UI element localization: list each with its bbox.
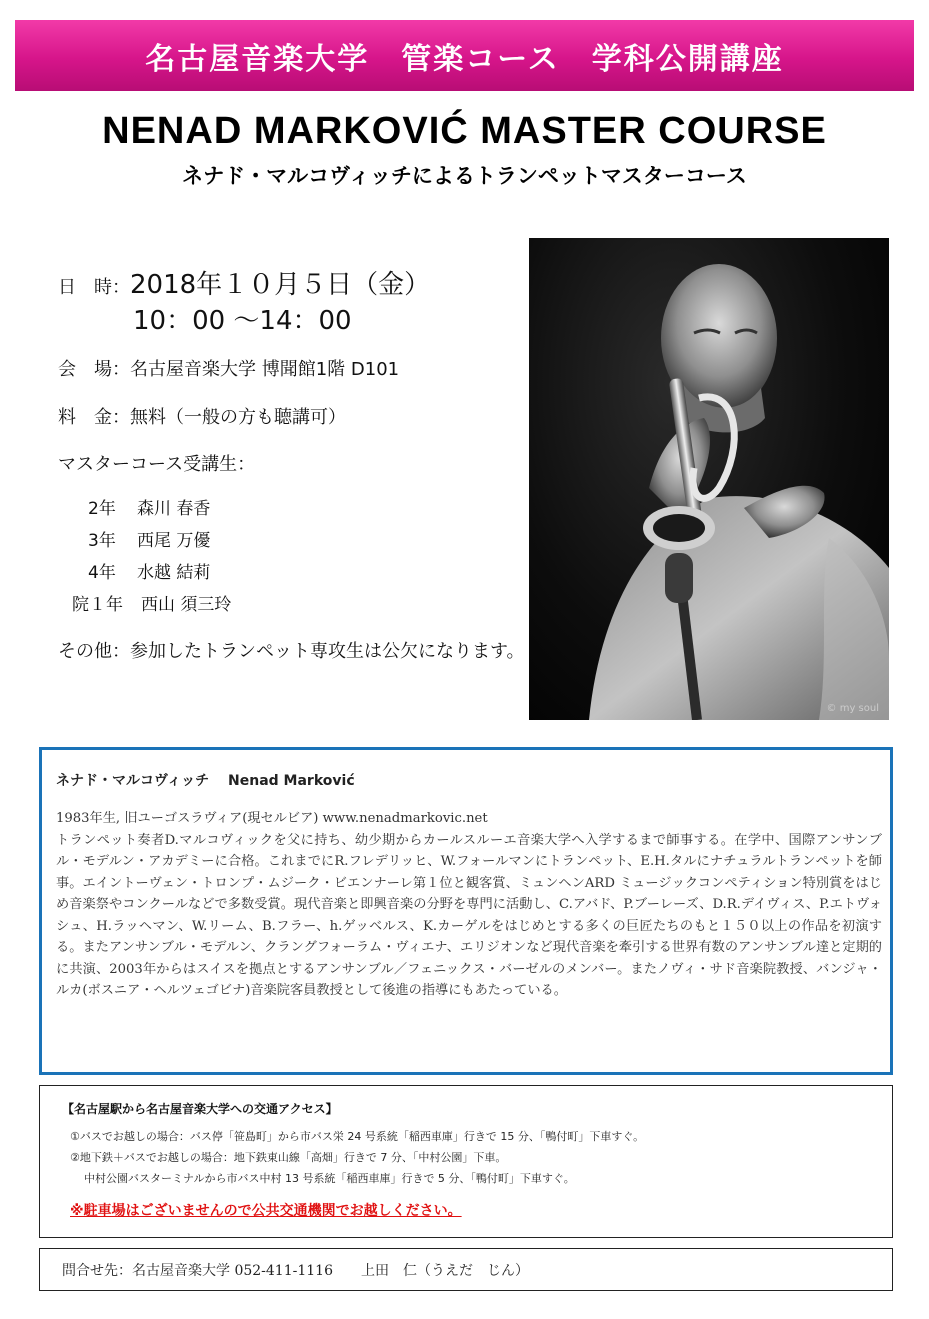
access-bus-route: ①バスでお越しの場合：バス停「笹島町」から市バス栄 24 号系統「稲西車庫」行きで 15 分、「鴨付町」下車すぐ。 xyxy=(70,1130,645,1143)
date-value: 2018年１０月５日（金） xyxy=(130,270,431,300)
other-note: その他：参加したトランペット専攻生は公欠になります。 xyxy=(58,641,525,662)
page-subtitle: ネナド・マルコヴィッチによるトランペットマスターコース xyxy=(182,164,747,188)
contact-info: 問合せ先：名古屋音楽大学 052-411-1116 上田 仁（うえだ じん） xyxy=(62,1263,529,1279)
parking-notice: ※駐車場はございませんので公共交通機関でお越しください。 xyxy=(70,1203,462,1219)
student-year: 4年 xyxy=(88,563,116,583)
fee-text: 料 金：無料（一般の方も聴講可） xyxy=(58,407,346,428)
student-name: 西山 須三玲 xyxy=(141,595,232,615)
student-name: 西尾 万優 xyxy=(137,531,211,551)
student-year: 2年 xyxy=(88,499,116,519)
student-name: 水越 結莉 xyxy=(137,563,211,583)
contact-box xyxy=(39,1248,893,1291)
biography-box xyxy=(39,747,893,1075)
student-name: 森川 春香 xyxy=(137,499,211,519)
access-box xyxy=(39,1085,893,1238)
venue-text: 会 場：名古屋音楽大学 博聞館1階 D101 xyxy=(58,359,400,380)
access-title: 【名古屋駅から名古屋音楽大学への交通アクセス】 xyxy=(62,1102,338,1116)
trumpeter-illustration xyxy=(529,238,889,720)
student-year: 院１年 xyxy=(72,595,123,615)
biography-body xyxy=(56,808,882,1002)
trumpeter-photo xyxy=(529,238,889,720)
students-label: マスターコース受講生： xyxy=(58,454,256,475)
student-year: 3年 xyxy=(88,531,116,551)
photo-credit: © my soul xyxy=(826,703,879,714)
biography-heading: ネナド・マルコヴィッチ Nenad Marković xyxy=(56,773,355,789)
access-subway-route: ②地下鉄＋バスでお越しの場合：地下鉄東山線「高畑」行きで 7 分、「中村公園」下車。 xyxy=(70,1151,507,1164)
date-row xyxy=(58,264,430,301)
biography-text: 1983年生, 旧ユーゴスラヴィア(現セルビア) www.nenadmarkovic.net トランペット奏者D.マルコヴィックを父に持ち、幼少期からカールスルーエ音楽大学へ入学するまで師事する。在学中、国際アンサンブル・モデルン・アカデミーに合格。これまでにR.フレデリッヒ、W.フォールマンにトランペット、E.H.タルにナチュラルトランペットを師事。エイントーヴェン・トロンプ・ムジーク・ビエンナーレ第１位と観客賞、ミュンヘンARD ミュージックコンペティション特別賞をはじめ音楽祭やコンクールなどで多数受賞。現代音楽と即興音楽の分野を専門に活動し、C.アバド、P.ブーレーズ、D.R.デイヴィス、P.エトヴォシュ、H.ラッヘマン、W.リーム、B.フラー、h.ゲッベルス、K.カーゲルをはじめとする多くの巨匠たちのもと１５０以上の作品を初演する。またアンサンブル・モデルン、クラングフォーラム・ヴィエナ、エリジオンなど現代音楽を牽引する世界有数のアンサンブル達と定期的に共演、2003年からはスイスを拠点とするアンサンブル／フェニックス・バーゼルのメンバー。またノヴィ・サド音楽院教授、バンジャ・ルカ(ボスニア・ヘルツェゴビナ)音楽院客員教授として後進の指導にもあたっている。 xyxy=(56,811,882,998)
date-label: 日 時： xyxy=(58,277,130,298)
time-value: 10：00 ～14：00 xyxy=(133,306,352,336)
header-banner: 名古屋音楽大学 管楽コース 学科公開講座 xyxy=(15,20,914,91)
access-transfer-route: 中村公園バスターミナルから市バス中村 13 号系統「稲西車庫」行きで 5 分、「鴨付町」下車すぐ。 xyxy=(84,1172,575,1185)
page-title: NENAD MARKOVIĆ MASTER COURSE xyxy=(102,110,827,152)
